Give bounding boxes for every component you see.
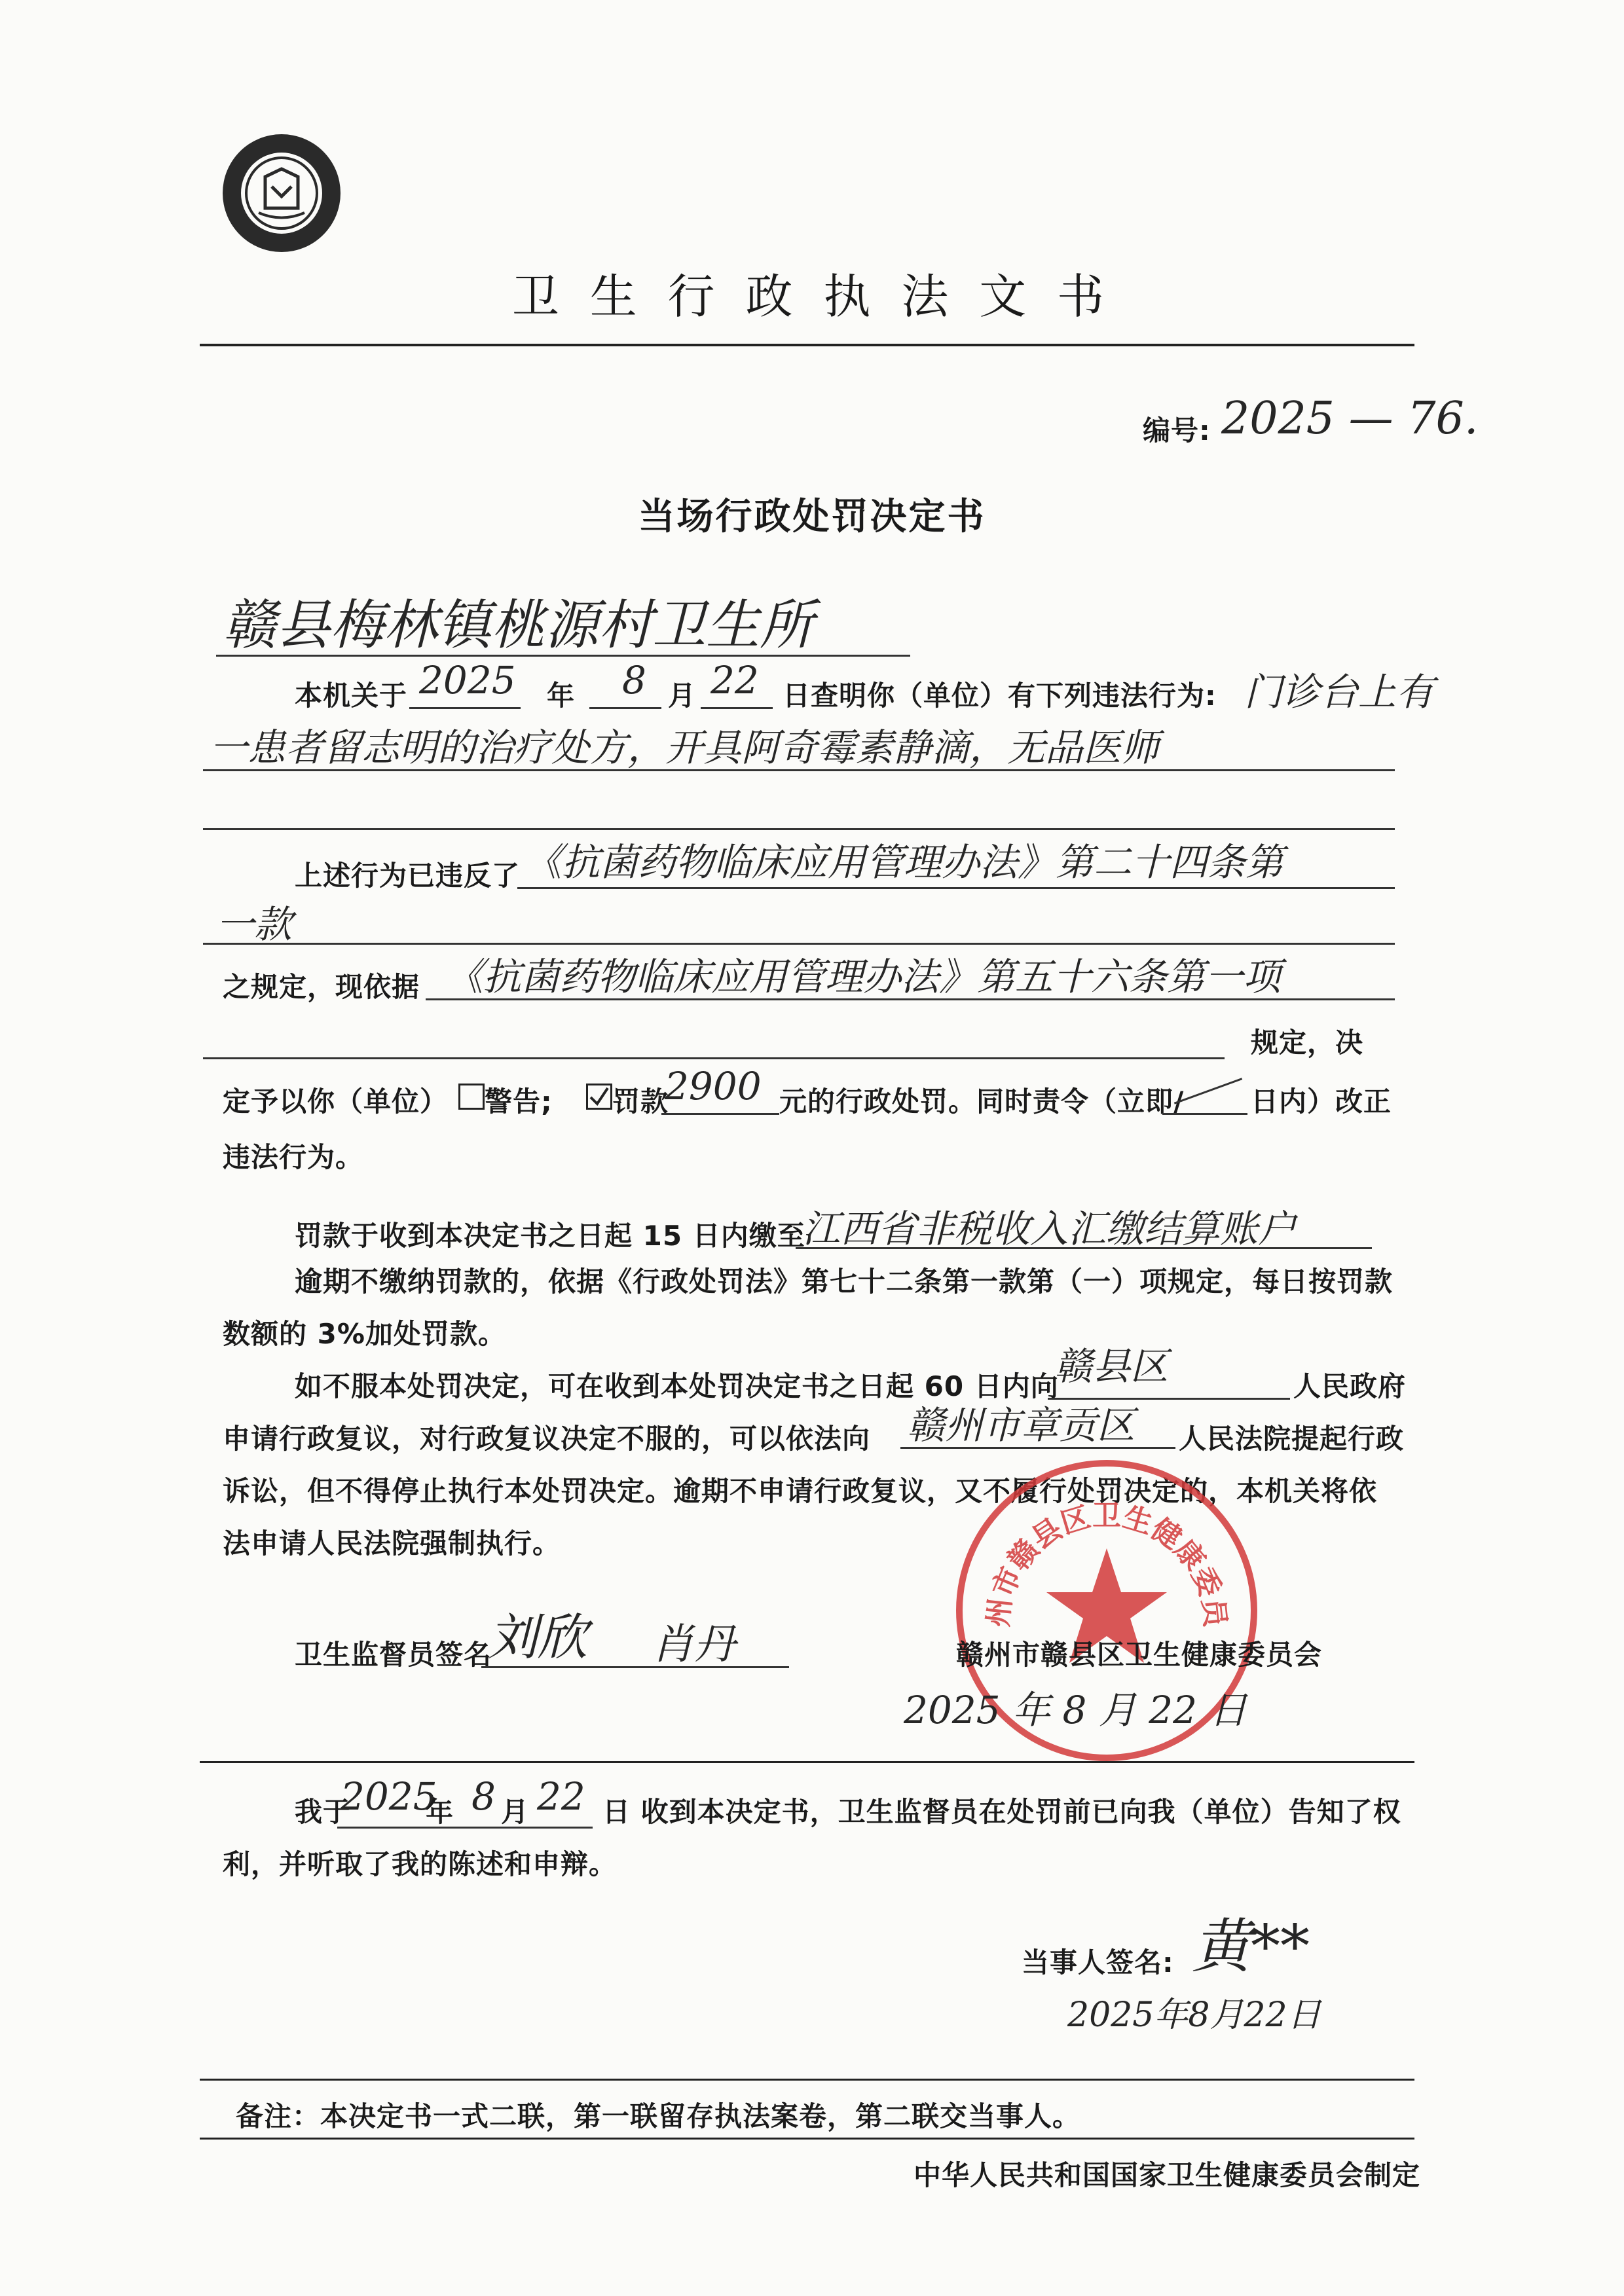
p5-line1-prefix: 如不服本处罚决定，可在收到本处罚决定书之日起 60 日内向 (295, 1370, 1059, 1402)
p4-payee: 江西省非税收入汇缴结算账户 (802, 1207, 1297, 1251)
p4-line2: 逾期不缴纳罚款的，依据《行政处罚法》第七十二条第一款第（一）项规定，每日按罚款 (295, 1266, 1393, 1298)
p5-line3: 诉讼，但不得停止执行本处罚决定。逾期不申请行政复议，又不履行处罚决定的，本机关将依 (223, 1475, 1378, 1507)
p5-line2-suffix: 人民法院提起行政 (1179, 1423, 1405, 1455)
p3-fine-prefix: 罚款 (612, 1085, 669, 1118)
p4-payee-line (796, 1247, 1372, 1249)
p1-year-line (409, 707, 521, 709)
authority-name: 赣州市赣县区卫生健康委员会 (956, 1639, 1323, 1671)
p1-year-unit: 年 (547, 680, 576, 712)
receipt-month-unit: 月 (501, 1796, 530, 1828)
p5-line1-suffix: 人民政府 (1293, 1370, 1407, 1402)
p3-fine-amount: 2900 (665, 1064, 762, 1108)
receipt-month: 8 (471, 1774, 496, 1819)
note-bottom-divider (200, 2138, 1414, 2140)
emblem-logo (219, 131, 344, 255)
p1-suffix: 日查明你（单位）有下列违法行为: (783, 680, 1217, 712)
emblem-icon (219, 131, 344, 255)
p1-month: 8 (622, 658, 646, 702)
number-value: 2025 — 76. (1221, 393, 1479, 445)
receipt-line2: 利，并听取了我的陈述和申辩。 (223, 1848, 618, 1880)
days-strike (1174, 1078, 1242, 1104)
document-header-title: 卫 生 行 政 执 法 文 书 (511, 269, 1113, 324)
receipt-divider (200, 1761, 1414, 1763)
receipt-suffix: 日 收到本决定书，卫生监督员在处罚前已向我（单位）告知了权 (602, 1796, 1401, 1828)
p3-fine-suffix: 元的行政处罚。同时责令（立即/ (779, 1085, 1185, 1118)
p3-fine-line (661, 1113, 779, 1115)
p1-day-line (701, 707, 773, 709)
p1-violation-1: 门诊台上有 (1244, 670, 1435, 714)
receipt-day: 22 (537, 1774, 585, 1819)
p5-line4: 法申请人民法院强制执行。 (223, 1527, 561, 1559)
p3-days-line (1162, 1113, 1247, 1115)
p1-prefix: 本机关于 (295, 680, 408, 712)
p3-line2: 违法行为。 (223, 1141, 364, 1173)
party-name: 赣县梅林镇桃源村卫生所 (223, 594, 813, 657)
note-divider (200, 2079, 1414, 2081)
party-sign-date: 2025年8月22日 (1067, 1995, 1321, 2035)
p1-violation-2: 一患者留志明的治疗处方，开具阿奇霉素静滴，无品医师 (210, 725, 1160, 770)
p1-year: 2025 (419, 658, 516, 702)
receipt-year: 2025 (341, 1774, 437, 1819)
seal-text: 州市赣县区卫生健康委员 (981, 1499, 1232, 1629)
warning-checkbox (458, 1084, 485, 1110)
party-underline (216, 655, 910, 657)
p4-line3: 数额的 3%加处罚款。 (223, 1318, 506, 1350)
document-title: 当场行政处罚决定书 (638, 496, 986, 538)
p5-court: 赣州市章贡区 (907, 1403, 1135, 1448)
p3-warning: 警告; (485, 1085, 553, 1118)
fine-checkbox (586, 1084, 612, 1110)
p5-gov: 赣县区 (1054, 1344, 1169, 1389)
header-divider (200, 344, 1414, 346)
inspector-signature-1: 刘欣 (488, 1608, 587, 1666)
p2-law1-line-2 (203, 943, 1395, 945)
p3-days-suffix: 日内）改正 (1251, 1085, 1392, 1118)
receipt-prefix: 我于 (295, 1796, 352, 1828)
p2-prefix: 上述行为已违反了 (295, 860, 521, 892)
p2-law1-line2: 一款 (216, 902, 293, 947)
p1-violation-line-2 (203, 769, 1395, 771)
note: 备注：本决定书一式二联，第一联留存执法案卷，第二联交当事人。 (236, 2100, 1081, 2132)
decision-date: 2025 年 8 月 22 日 (904, 1688, 1247, 1732)
p1-violation-line-3 (203, 828, 1395, 830)
party-signature: 黄** (1192, 1912, 1310, 1981)
p1-month-unit: 月 (668, 680, 697, 712)
p5-court-line (900, 1447, 1175, 1449)
p4-prefix: 罚款于收到本决定书之日起 15 日内缴至 (295, 1220, 805, 1252)
inspector-sign-label: 卫生监督员签名 (295, 1639, 492, 1671)
p2-law2: 《抗菌药物临床应用管理办法》第五十六条第一项 (445, 955, 1282, 999)
number-label: 编号: (1143, 414, 1211, 446)
p5-line2-prefix: 申请行政复议，对行政复议决定不服的，可以依法向 (223, 1423, 871, 1455)
p3-line1-a: 定予以你（单位） (223, 1085, 449, 1118)
p2-basis-prefix: 之规定，现依据 (223, 971, 420, 1003)
p1-month-line (589, 707, 661, 709)
receipt-date-line (337, 1827, 593, 1829)
p2-provisions: 规定，决 (1251, 1027, 1364, 1059)
inspector-signature-2: 肖丹 (652, 1620, 735, 1669)
footer-issuer: 中华人民共和国国家卫生健康委员会制定 (913, 2159, 1421, 2191)
signature-line (481, 1666, 789, 1668)
p2-law1-line (517, 887, 1395, 889)
receipt-year-unit: 年 (426, 1796, 454, 1828)
p2-provisions-line (203, 1057, 1225, 1059)
p2-law1-line1: 《抗菌药物临床应用管理办法》第二十四条第 (524, 840, 1284, 884)
p2-law2-line (426, 998, 1395, 1000)
check-icon (588, 1085, 610, 1108)
p1-day: 22 (710, 658, 759, 702)
party-sign-label: 当事人签名: (1022, 1946, 1174, 1978)
